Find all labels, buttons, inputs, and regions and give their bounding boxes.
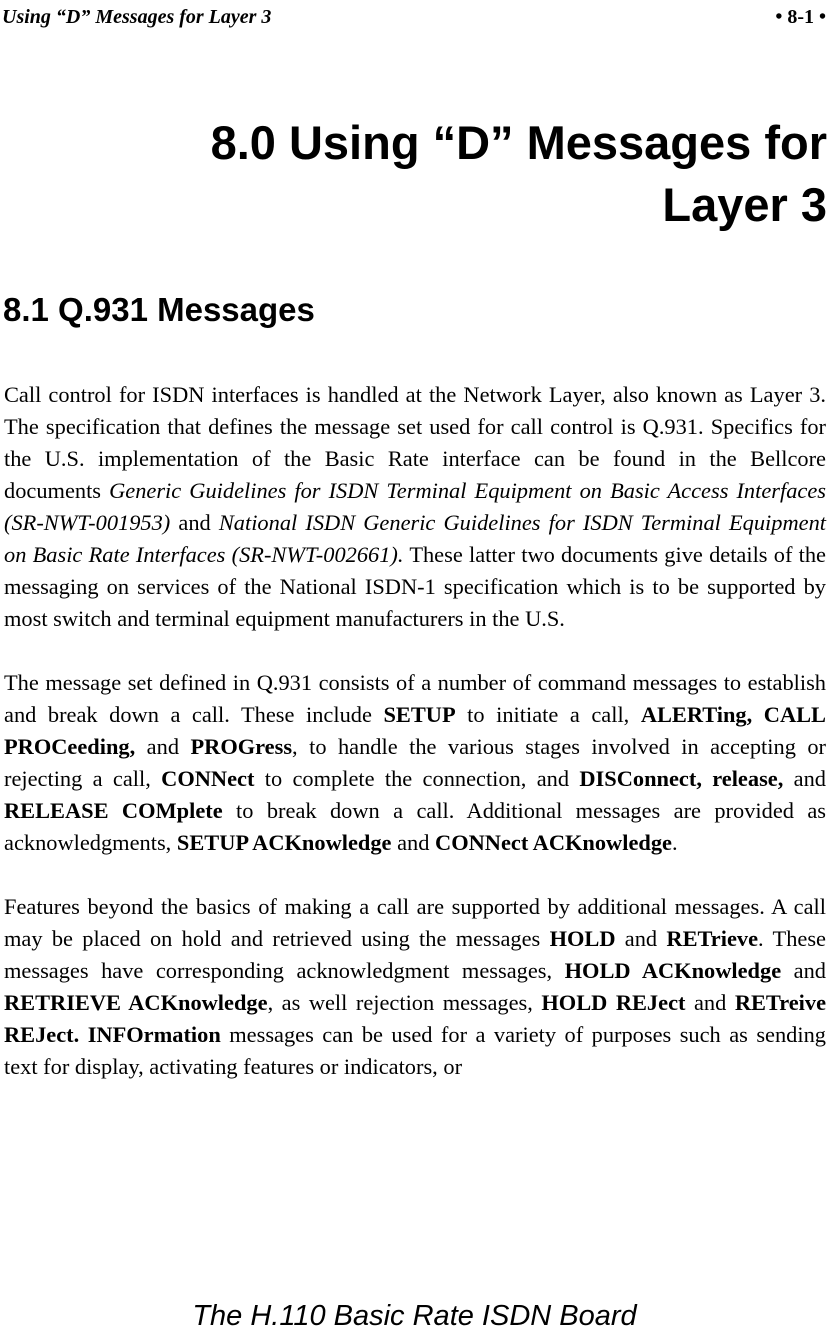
text-run: and: [391, 830, 436, 855]
text-run: and: [170, 510, 219, 535]
message-name: SETUP: [383, 702, 456, 727]
message-name: DISConnect, release,: [579, 766, 784, 791]
text-run: messages can be used for a variety of purposes such as sending text for display, activating features or indicators, or: [4, 1022, 826, 1079]
section-title: 8.1 Q.931 Messages: [3, 291, 315, 328]
text-run: to initiate a call,: [455, 702, 641, 727]
message-name: HOLD REJect: [541, 990, 686, 1015]
text-run: and: [783, 766, 826, 791]
text-run: Features beyond the basics of making a call are supported by additional messages. A call may be placed on hold and retrieved using the messages: [4, 894, 826, 951]
message-name: RETreive REJect.: [4, 990, 827, 1047]
text-run: and: [781, 958, 826, 983]
text-run: , to handle the various stages involved in accepting or rejecting a call,: [4, 734, 826, 791]
text-run: .: [671, 830, 678, 855]
chapter-title-line-1: 8.0 Using “D” Messages for: [210, 116, 827, 169]
message-name: INFOrmation: [87, 1022, 221, 1047]
message-name: HOLD ACKnowledge: [564, 958, 782, 983]
message-name: CONNect: [161, 766, 255, 791]
message-name: CONNect ACKnowledge: [435, 830, 672, 855]
document-title: Generic Guidelines for ISDN Terminal Equipment on Basic Access Interfaces (SR-NWT-001953): [4, 478, 827, 535]
text-run: , as well rejection messages,: [267, 990, 542, 1015]
body-text: [4, 379, 826, 1115]
chapter-title: [67, 112, 827, 236]
text-run: and: [685, 990, 735, 1015]
message-name: PROGress: [190, 734, 293, 759]
message-name: RELEASE COMplete: [4, 798, 223, 823]
document-title: National ISDN Generic Guidelines for ISDN Terminal Equipment on Basic Rate Interfaces (SR-NWT-002661).: [4, 510, 826, 567]
chapter-title-line-2: Layer 3: [662, 178, 827, 231]
text-run: [79, 1022, 87, 1047]
text-run: These latter two documents give details of the messaging on services of the National ISDN-1 specification which is to be supported by most switch and terminal equipment manufacturers in the U.S.: [4, 542, 826, 631]
text-run: and: [135, 734, 191, 759]
text-run: The message set defined in Q.931 consists of a number of command messages to establish and break down a call. These include: [4, 670, 826, 727]
text-run: Call control for ISDN interfaces is handled at the Network Layer, also known as Layer 3. The specification that defines the message set used for call control is Q.931. Specifics for the U.S. implementation of the Basic Rate interface can be found in the Bellcore documents: [4, 382, 826, 503]
paragraph-additional-features: [4, 891, 826, 1083]
message-name: SETUP ACKnowledge: [176, 830, 392, 855]
message-name: RETrieve: [666, 926, 759, 951]
page-number: • 8-1 •: [775, 6, 826, 28]
text-run: to break down a call. Additional messages are provided as acknowledgments,: [4, 798, 826, 855]
text-run: to complete the connection, and: [254, 766, 580, 791]
text-run: . These messages have corresponding acknowledgment messages,: [4, 926, 826, 983]
message-name: RETRIEVE ACKnowledge: [4, 990, 268, 1015]
running-header-title: Using “D” Messages for Layer 3: [2, 6, 272, 28]
running-header: [2, 3, 826, 31]
message-name: HOLD: [549, 926, 616, 951]
running-footer: The H.110 Basic Rate ISDN Board: [192, 1300, 637, 1332]
message-name: ALERTing, CALL PROCeeding,: [4, 702, 826, 759]
paragraph-call-control: [4, 379, 826, 635]
paragraph-message-set: [4, 667, 826, 859]
text-run: and: [615, 926, 667, 951]
